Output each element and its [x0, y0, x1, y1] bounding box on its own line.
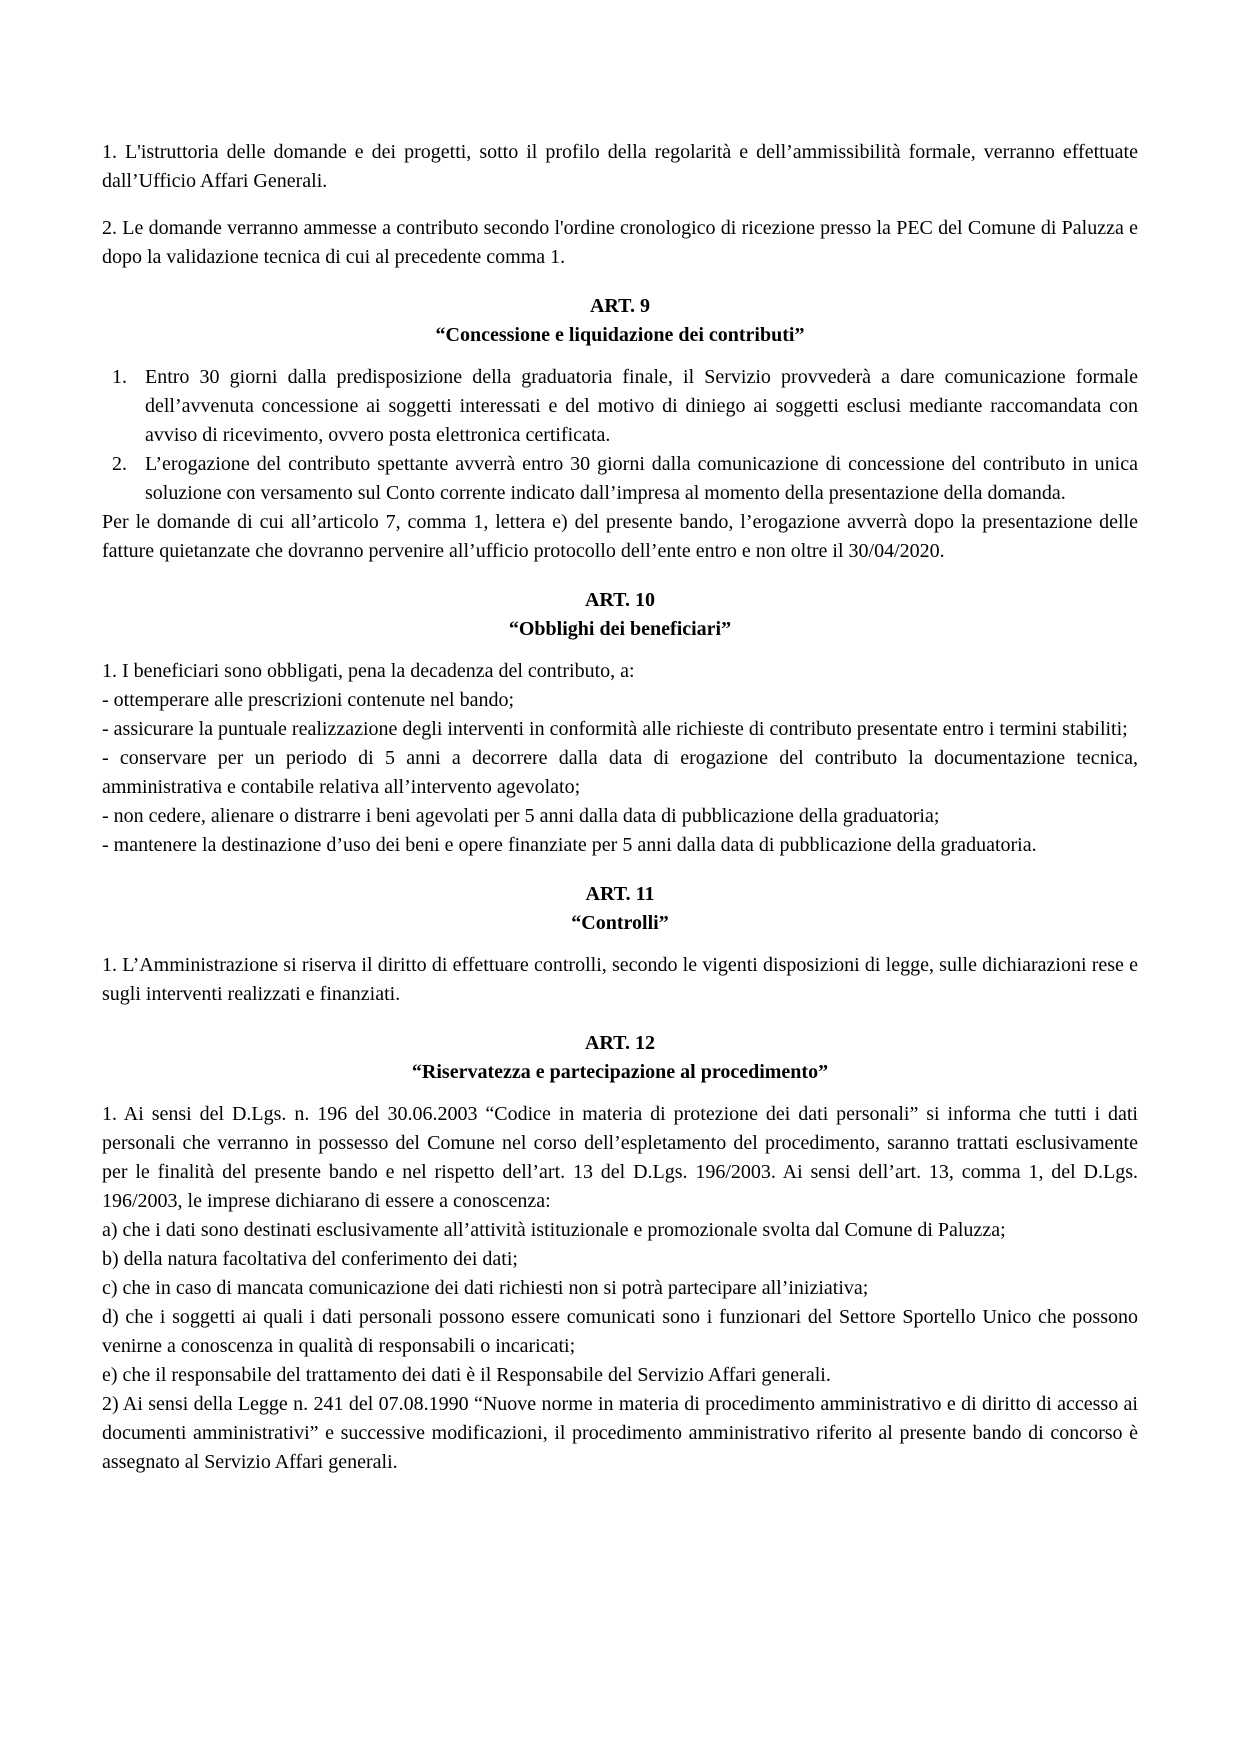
art12-item-c: c) che in caso di mancata comunicazione dei dati richiesti non si potrà partecipare all’iniziativa; — [102, 1277, 869, 1299]
art12-number: ART. 12 — [584, 1032, 656, 1054]
art12-item-d: d) che i soggetti ai quali i dati personali possono essere comunicati sono i funzionari del Settore Sportello Unico che possono venirne a conoscenza in qualità di responsabili o incaricati; — [102, 1306, 1138, 1357]
art12-item-b: b) della natura facoltativa del conferimento dei dati; — [102, 1248, 518, 1270]
art10-body — [102, 657, 1138, 860]
art9-number: ART. 9 — [589, 295, 651, 317]
art9-list-item-1 — [102, 363, 1138, 450]
intro-paragraph-1: 1. L'istruttoria delle domande e dei progetti, sotto il profilo della regolarità e dell’ammissibilità formale, verranno effettuate dall’Ufficio Affari Generali. — [102, 141, 1138, 192]
art12-body — [102, 1100, 1138, 1390]
art10-number: ART. 10 — [584, 589, 656, 611]
art10-bullet-2: - assicurare la puntuale realizzazione degli interventi in conformità alle richieste di contributo presentate entro i termini stabiliti; — [102, 718, 1128, 740]
art10-bullet-5: - mantenere la destinazione d’uso dei beni e opere finanziate per 5 anni dalla data di pubblicazione della graduatoria. — [102, 834, 1037, 856]
art12-title: “Riservatezza e partecipazione al procedimento” — [411, 1061, 829, 1083]
art11-number: ART. 11 — [585, 883, 655, 905]
art12-paragraph-1: 1. Ai sensi del D.Lgs. n. 196 del 30.06.2003 “Codice in materia di protezione dei dati personali” si informa che tutti i dati personali che verranno in possesso del Comune nel corso dell’espletamento del procedimento, saranno trattati esclusivamente per le finalità del presente bando e nel rispetto dell’art. 13 del D.Lgs. 196/2003. Ai sensi dell’art. 13, comma 1, del D.Lgs. 196/2003, le imprese dichiarano di essere a conoscenza: — [102, 1103, 1138, 1212]
art9-heading — [102, 292, 1138, 350]
art9-list-item-2-number: 2. — [112, 453, 127, 475]
art11-title: “Controlli” — [571, 912, 669, 934]
art12-paragraph-2: 2) Ai sensi della Legge n. 241 del 07.08.1990 “Nuove norme in materia di procedimento amministrativo e di diritto di accesso ai documenti amministrativi” e successive modificazioni, il procedimento amministrativo riferito al presente bando di concorso è assegnato al Servizio Affari generali. — [102, 1393, 1138, 1473]
art10-intro: 1. I beneficiari sono obbligati, pena la decadenza del contributo, a: — [102, 660, 635, 682]
art9-list-item-2 — [102, 450, 1138, 508]
art11-paragraph: 1. L’Amministrazione si riserva il diritto di effettuare controlli, secondo le vigenti disposizioni di legge, sulle dichiarazioni rese e sugli interventi realizzati e finanziati. — [102, 954, 1138, 1005]
art9-list-item-2-continuation: Per le domande di cui all’articolo 7, comma 1, lettera e) del presente bando, l’erogazione avverrà dopo la presentazione delle fatture quietanzate che dovranno pervenire all’ufficio protocollo dell’ente entro e non oltre il 30/04/2020. — [102, 511, 1138, 562]
art9-list-item-2-text: L’erogazione del contributo spettante avverrà entro 30 giorni dalla comunicazione di concessione del contributo in unica soluzione con versamento sul Conto corrente indicato dall’impresa al momento della presentazione della domanda. — [145, 453, 1138, 504]
art12-item-a: a) che i dati sono destinati esclusivamente all’attività istituzionale e promozionale svolta dal Comune di Paluzza; — [102, 1219, 1006, 1241]
art10-bullet-1: - ottemperare alle prescrizioni contenute nel bando; — [102, 689, 515, 711]
art9-list-item-1-text: Entro 30 giorni dalla predisposizione della graduatoria finale, il Servizio provvederà a dare comunicazione formale dell’avvenuta concessione ai soggetti interessati e del motivo di diniego ai soggetti esclusi mediante raccomandata con avviso di ricevimento, ovvero posta elettronica certificata. — [145, 366, 1138, 446]
art12-heading — [102, 1029, 1138, 1087]
art9-list-item-1-number: 1. — [112, 366, 127, 388]
art11-heading — [102, 880, 1138, 938]
art9-title: “Concessione e liquidazione dei contributi” — [435, 324, 805, 346]
art10-title: “Obblighi dei beneficiari” — [508, 618, 732, 640]
intro-paragraph-2: 2. Le domande verranno ammesse a contributo secondo l'ordine cronologico di ricezione presso la PEC del Comune di Paluzza e dopo la validazione tecnica di cui al precedente comma 1. — [102, 217, 1138, 268]
art9-list — [102, 363, 1138, 566]
art10-bullet-4: - non cedere, alienare o distrarre i beni agevolati per 5 anni dalla data di pubblicazione della graduatoria; — [102, 805, 940, 827]
art10-bullet-3: - conservare per un periodo di 5 anni a decorrere dalla data di erogazione del contributo la documentazione tecnica, amministrativa e contabile relativa all’intervento agevolato; — [102, 747, 1138, 798]
art12-item-e: e) che il responsabile del trattamento dei dati è il Responsabile del Servizio Affari generali. — [102, 1364, 831, 1386]
art10-heading — [102, 586, 1138, 644]
